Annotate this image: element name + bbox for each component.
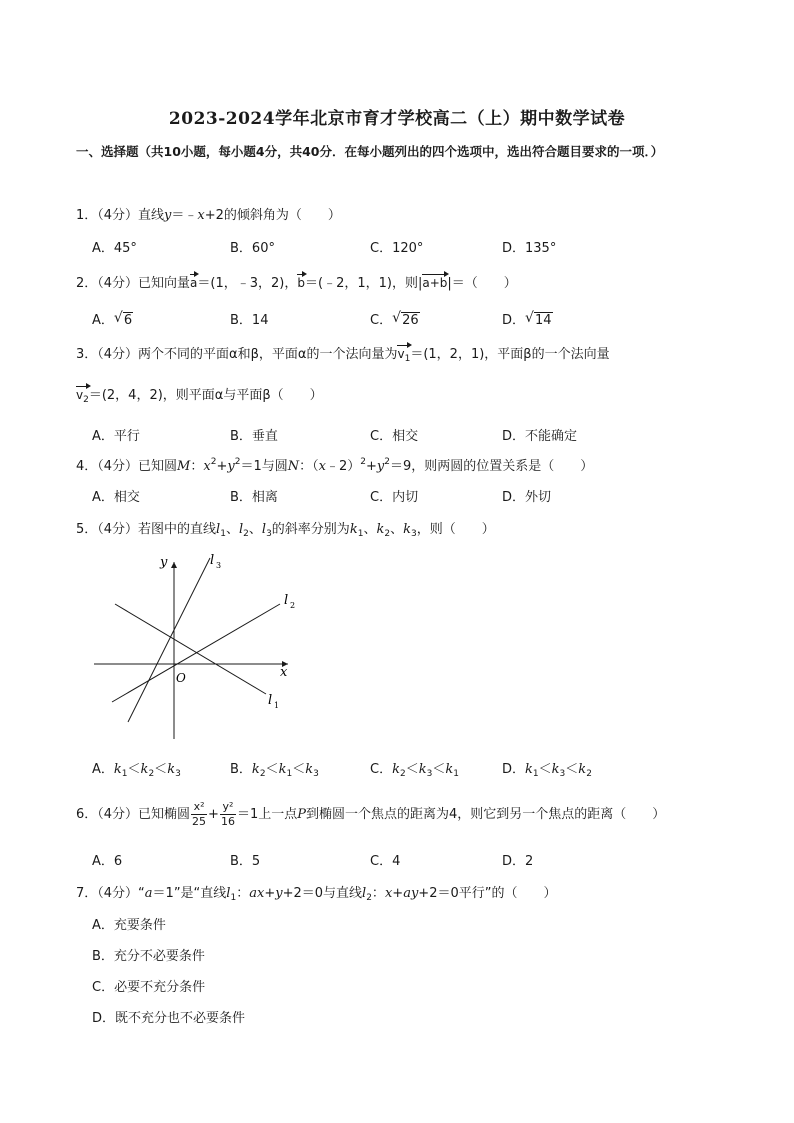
q5-sep4: 、 (390, 522, 404, 537)
q1-prefix: 1．（4分）直线 (76, 208, 165, 223)
question-6 (76, 800, 665, 829)
q3-v1-value: ＝(1，2，1)，平面β的一个法向量 (410, 347, 610, 362)
graph-x-label: x (280, 665, 288, 680)
question-7 (76, 882, 556, 903)
q5-option-a[interactable] (92, 758, 181, 779)
q5c-k: k (445, 762, 454, 777)
q2-options (92, 309, 652, 329)
q3-vector-v2 (76, 384, 89, 405)
q5c-k: k (418, 762, 427, 777)
q5d-s: 2 (586, 769, 592, 779)
q5b-s: 2 (259, 769, 266, 779)
q5a-s: 1 (121, 769, 128, 779)
q5-option-d-label: D． (502, 762, 526, 777)
q5-sep1: 、 (225, 522, 239, 537)
section-heading: 一、选择题（共10小题，每小题4分，共40分．在每小题列出的四个选项中，选出符合题目要求的一项．） (76, 144, 664, 159)
q2-option-c-radicand: 26 (402, 313, 419, 328)
q5-option-b-label: B． (230, 762, 252, 777)
q3-rest: ＝(2，4，2)，则平面α与平面β（ ） (88, 388, 323, 403)
question-3-line-2 (76, 384, 323, 405)
q4-minus: ﹣2） (325, 459, 361, 474)
q6-option-b[interactable]: B．5 (230, 854, 261, 869)
q4-N: N (287, 459, 300, 474)
graph-l3-label: l (210, 553, 215, 568)
q1-option-a[interactable]: A．45° (92, 241, 137, 256)
q7-x: x (384, 886, 393, 901)
q5-k2-sub: 2 (384, 529, 391, 539)
q2-option-d[interactable] (502, 309, 553, 328)
sqrt-icon: √ 26 (392, 310, 419, 328)
q4-sup4: 2 (384, 457, 390, 467)
q6-fraction-y (220, 800, 236, 829)
q5d-lt: ＜ (538, 762, 552, 777)
q6-f1-den: 25 (192, 815, 207, 828)
graph-y-label: y (160, 555, 168, 570)
q3-option-a[interactable]: A．平行 (92, 429, 140, 444)
q6-option-a[interactable]: A．6 (92, 854, 123, 869)
graph-l2-sub: 2 (290, 601, 296, 610)
q4-options (92, 486, 652, 506)
q6-eq: ＝1上一点 (236, 807, 298, 822)
q4-y1: y (227, 459, 235, 474)
q3-options (92, 425, 652, 445)
q5b-k: k (278, 762, 287, 777)
q4-option-b[interactable]: B．相离 (230, 490, 278, 505)
q7-option-b[interactable]: B．充分不必要条件 (92, 949, 205, 964)
q5-option-c-label: C． (370, 762, 393, 777)
q7-mid: +2＝0与直线 (282, 886, 363, 901)
q5b-s: 1 (286, 769, 293, 779)
q2-option-d-label: D． (502, 313, 526, 328)
q6-plus: + (208, 807, 219, 822)
graph-l3-sub: 3 (216, 561, 222, 570)
q7-l1-sub: 1 (230, 893, 237, 903)
q3-option-d[interactable]: D．不能确定 (502, 429, 578, 444)
q5a-lt: ＜ (154, 762, 168, 777)
q5c-s: 2 (399, 769, 406, 779)
page-title: 2023-2024学年北京市育才学校高二（上）期中数学试卷 (168, 109, 626, 129)
q7-l1: l (226, 886, 231, 901)
q4-colon1: ： (190, 459, 204, 474)
q7-colon1: ： (236, 886, 250, 901)
q5-l3-sub: 3 (266, 529, 272, 539)
q6-P: P (297, 807, 306, 822)
q2-tail: ＝（ ） (451, 276, 517, 291)
q7-tail: +2＝0平行”的（ ） (418, 886, 557, 901)
q6-f2-den: 16 (220, 815, 235, 828)
q4-colon2: ：（ (299, 459, 319, 474)
q7-colon2: ： (371, 886, 385, 901)
q1-option-d[interactable]: D．135° (502, 241, 557, 256)
q2-b-value: ＝(﹣2，1，1)，则 (305, 276, 418, 291)
q4-prefix: 4．（4分）已知圆 (76, 459, 178, 474)
q2-option-a-radicand: 6 (123, 313, 133, 328)
question-3-line-1 (76, 343, 610, 364)
q4-option-d[interactable]: D．外切 (502, 490, 552, 505)
q5a-lt: ＜ (127, 762, 141, 777)
q5-option-c[interactable] (370, 758, 459, 779)
q5d-k: k (525, 762, 533, 777)
q2-a-value: ＝(1，﹣3，2)， (197, 276, 298, 291)
q4-plus2: + (365, 459, 377, 474)
q2-option-a-label: A． (92, 313, 114, 328)
q3-vector-v1 (397, 343, 410, 364)
q6-option-c[interactable]: C．4 (370, 854, 401, 869)
q7-plus1: + (264, 886, 276, 901)
q4-option-c[interactable]: C．内切 (370, 490, 419, 505)
q5b-lt: ＜ (265, 762, 279, 777)
graph-l1-sub: 1 (274, 701, 280, 710)
q2-abs-close: | (447, 276, 452, 291)
q1-option-c[interactable]: C．120° (370, 241, 424, 256)
q5-k3: k (403, 522, 411, 537)
q6-fraction-x (191, 800, 207, 829)
q5-l2: l (238, 522, 244, 537)
q6-prefix: 6．（4分）已知椭圆 (76, 807, 191, 822)
q7-l2: l (362, 886, 367, 901)
q1-y: y (164, 208, 172, 223)
q6-f2-num: y² (220, 800, 236, 815)
q7-a: a (144, 886, 153, 901)
q5c-k: k (392, 762, 400, 777)
q7-l2-sub: 2 (366, 893, 372, 903)
q2-abs-open: | (417, 276, 423, 291)
q5c-s: 1 (453, 769, 459, 779)
q1-eq: ＝﹣ (171, 208, 198, 223)
q5-option-a-label: A． (92, 762, 114, 777)
sqrt-icon: √ 14 (525, 310, 552, 328)
q5-k3-sub: 3 (410, 529, 417, 539)
q5a-s: 3 (175, 769, 181, 779)
question-2 (76, 272, 517, 291)
q5b-k: k (305, 762, 314, 777)
q5-tail: ，则（ ） (416, 522, 495, 537)
q7-prefix: 7．（4分）“ (76, 886, 145, 901)
q5-l2-sub: 2 (243, 529, 249, 539)
q7-plus2: + (392, 886, 404, 901)
q4-M: M (177, 459, 191, 474)
q7-option-c[interactable]: C．必要不充分条件 (92, 980, 206, 995)
q2-vector-b: b (297, 272, 305, 290)
question-4 (76, 455, 593, 474)
q3-v2-sub: 2 (83, 395, 89, 405)
question-5 (76, 518, 495, 539)
q7-option-a[interactable]: A．充要条件 (92, 918, 166, 933)
q2-prefix: 2．（4分）已知向量 (76, 276, 191, 291)
question-1 (76, 204, 341, 223)
q6-f1-num: x² (191, 800, 207, 815)
q7-ax: ax (249, 886, 265, 901)
q3-v1-sub: 1 (404, 354, 411, 364)
line-l3 (128, 558, 210, 722)
q6-options (92, 850, 652, 870)
q4-x2: x (318, 459, 326, 474)
lines-graph (90, 544, 310, 744)
q5-l1: l (216, 522, 221, 537)
q5c-lt: ＜ (405, 762, 419, 777)
sqrt-icon: √ 6 (113, 310, 133, 328)
q5d-k: k (578, 762, 587, 777)
q5-l3: l (261, 522, 267, 537)
q3-v1-letter: v (397, 347, 405, 361)
q5c-s: 3 (426, 769, 433, 779)
q5b-k: k (251, 762, 260, 777)
q5d-s: 1 (532, 769, 539, 779)
q3-option-c[interactable]: C．相交 (370, 429, 419, 444)
graph-l2-label: l (284, 593, 289, 608)
q4-tail: ＝9，则两圆的位置关系是（ ） (389, 459, 594, 474)
q5-sep2: 、 (248, 522, 262, 537)
q7-eq: ＝1”是“直线 (152, 886, 227, 901)
q2-option-c-label: C． (370, 313, 393, 328)
q3-prefix: 3．（4分）两个不同的平面α和β，平面α的一个法向量为 (76, 347, 398, 362)
q1-rest: +2的倾斜角为（ ） (204, 208, 341, 223)
q6-tail: 到椭圆一个焦点的距离为4，则它到另一个焦点的距离（ ） (305, 807, 666, 822)
q5-mid: 的斜率分别为 (271, 522, 350, 537)
q2-option-d-radicand: 14 (535, 313, 552, 328)
q2-option-a[interactable] (92, 309, 133, 328)
q5b-s: 3 (313, 769, 319, 779)
q5a-k: k (140, 762, 149, 777)
q5a-k: k (167, 762, 176, 777)
q5-option-d[interactable] (502, 758, 592, 779)
q5a-s: 2 (148, 769, 155, 779)
q5b-lt: ＜ (292, 762, 306, 777)
q1-x: x (197, 208, 205, 223)
q2-option-c[interactable] (370, 309, 420, 328)
q5-options (92, 758, 652, 778)
q1-options (92, 237, 652, 257)
q5-l1-sub: 1 (220, 529, 226, 539)
q5-prefix: 5．（4分）若图中的直线 (76, 522, 217, 537)
graph-origin-label: O (176, 671, 186, 685)
q5a-k: k (113, 762, 122, 777)
q2-vector-sum: a+b (422, 272, 447, 290)
q5-sep3: 、 (363, 522, 377, 537)
q3-v2-letter: v (76, 388, 84, 402)
q7-option-d[interactable]: D．既不充分也不必要条件 (92, 1011, 246, 1026)
q6-option-d[interactable]: D．2 (502, 854, 534, 869)
q4-eq1: ＝1与圆 (240, 459, 288, 474)
line-l1 (115, 604, 266, 694)
q5c-lt: ＜ (432, 762, 446, 777)
q4-plus1: + (216, 459, 228, 474)
q4-sup2: 2 (234, 457, 241, 467)
q4-x1: x (203, 459, 211, 474)
q3-option-b[interactable]: B．垂直 (230, 429, 278, 444)
graph-l1-label: l (268, 693, 273, 708)
q4-option-a[interactable]: A．相交 (92, 490, 140, 505)
q7-y: y (275, 886, 283, 901)
q5d-s: 3 (559, 769, 566, 779)
q5-option-b[interactable] (230, 758, 319, 779)
q4-sup1: 2 (210, 457, 217, 467)
q5-k1-sub: 1 (357, 529, 364, 539)
q4-y2: y (376, 459, 385, 474)
q7-ay: ay (403, 886, 419, 901)
q2-vector-a: a (190, 272, 197, 290)
q5-k1: k (349, 522, 358, 537)
q1-option-b[interactable]: B．60° (230, 241, 275, 256)
q5-k2: k (376, 522, 385, 537)
q4-sup3: 2 (360, 457, 366, 467)
q5d-lt: ＜ (565, 762, 579, 777)
q5d-k: k (551, 762, 560, 777)
q2-option-b[interactable]: B．14 (230, 313, 269, 328)
